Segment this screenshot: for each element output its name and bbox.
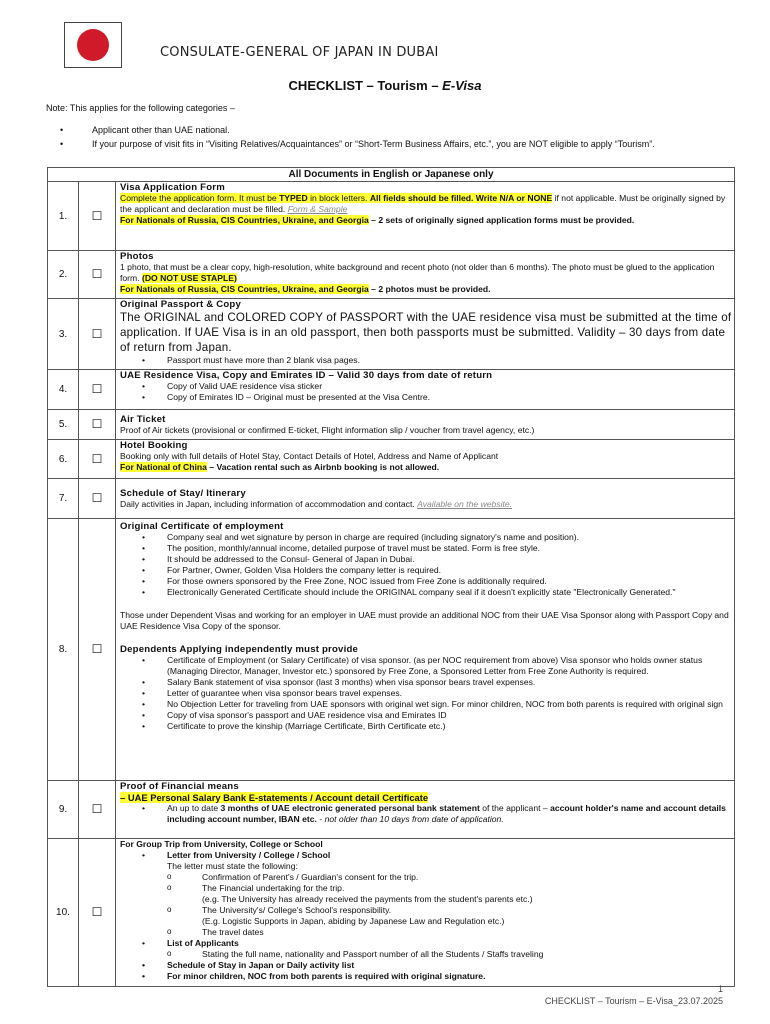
flag-sun (77, 29, 109, 61)
checkbox[interactable]: ☐ (79, 839, 116, 987)
table-row: 2. ☐ Photos 1 photo, that must be a clear copy, high-resolution, white background and recent photo (not older than 6 months). The photo must be glued to the application form. (DO NOT USE STAPLE) For Nationals of Russia, CIS Countries, Ukraine, and Georgia – 2 photos must be provided. (48, 251, 735, 299)
table-row: 5. ☐ Air Ticket Proof of Air tickets (provisional or confirmed E-ticket, Flight information slip / voucher from travel agency, etc.) (48, 410, 735, 440)
form-sample-link[interactable]: Form & Sample (287, 204, 348, 214)
checklist-table (47, 167, 735, 987)
checkbox[interactable]: ☐ (79, 370, 116, 410)
note: Note: This applies for the following categories – (46, 103, 235, 113)
page-number: 1 (717, 984, 723, 994)
checkbox[interactable]: ☐ (79, 251, 116, 299)
list-item: • If your purpose of visit fits in “Visiting Relatives/Acquaintances” or “Short-Term Business Affairs, etc.”, you are NOT eligible to apply “Tourism”. (60, 138, 740, 150)
table-row: 9. ☐ Proof of Financial means – UAE Personal Salary Bank E-statements / Account detail Certificate • An up to date 3 months of UAE electronic generated personal bank statement of the applicant – account holder's name and account details including account number, IBAN etc. - not older than 10 days from date of application. (48, 781, 735, 839)
table-row: 6. ☐ Hotel Booking Booking only with full details of Hotel Stay, Contact Details of Hotel, Address and Name of Applicant For National of China – Vacation rental such as Airbnb booking is not allowed. (48, 440, 735, 479)
category-list (60, 124, 740, 152)
table-row: 4. ☐ UAE Residence Visa, Copy and Emirates ID – Valid 30 days from date of return • Copy of Valid UAE residence visa sticker • Copy of Emirates ID – Original must be presented at the Visa Centre. (48, 370, 735, 410)
table-row: 1. ☐ Visa Application Form Complete the application form. It must be TYPED in block letters. All fields should be filled. Write N/A or NONE if not applicable. Must be originally signed by the applicant and declaration must be filled. Form & Sample For Nationals of Russia, CIS Countries, Ukraine, and Georgia – 2 sets of originally signed application forms must be provided. (48, 182, 735, 251)
checkbox[interactable]: ☐ (79, 781, 116, 839)
website-link[interactable]: Available on the website. (417, 498, 513, 509)
checkbox[interactable]: ☐ (79, 410, 116, 440)
footer (545, 983, 723, 1007)
japan-flag (64, 22, 122, 68)
checkbox[interactable]: ☐ (79, 519, 116, 781)
checkbox[interactable]: ☐ (79, 440, 116, 479)
document-id: CHECKLIST – Tourism – E-Visa_23.07.2025 (544, 996, 723, 1006)
table-row: 10. ☐ For Group Trip from University, College or School • Letter from University / College / School The letter must state the following: o Confirmation of Parent's / Guardian's consent for the trip. o The Financial undertaking for the trip. (e.g. The University has already received the payments from the student's parents etc.) o The University's/ College's School's responsibility. (E.g. Logistic Supports in Japan, abiding by Japanese Law and Regulation etc.) o The travel dates • List of Applicants o Stating the full name, nationality and Passport number of all the Students / Staffs traveling • Schedule of Stay in Japan or Daily activity list • For minor children, NOC from both parents is required with original signature. (48, 839, 735, 987)
consulate-name: CONSULATE-GENERAL OF JAPAN IN DUBAI (160, 45, 439, 60)
checkbox[interactable]: ☐ (79, 299, 116, 370)
table-row: 7. ☐ Schedule of Stay/ Itinerary Daily activities in Japan, including information of accommodation and contact. Available on the website. (48, 479, 735, 519)
table-row: 3. ☐ Original Passport & Copy The ORIGINAL and COLORED COPY of PASSPORT with the UAE residence visa must be submitted at the time of application. If UAE Visa is in an old passport, then both passports must be submitted. Validity – 30 days from date of return from Japan. • Passport must have more than 2 blank visa pages. (48, 299, 735, 370)
page-title: CHECKLIST – Tourism – E-Visa (288, 78, 482, 93)
checkbox[interactable]: ☐ (79, 182, 116, 251)
checkbox[interactable]: ☐ (79, 479, 116, 519)
table-header: All Documents in English or Japanese only (48, 168, 735, 182)
list-item: • Applicant other than UAE national. (60, 124, 740, 136)
table-row: 8. ☐ Original Certificate of employment • Company seal and wet signature by person in charge are required (including signatory's name and position). • The position, monthly/annual income, detailed purpose of travel must be stated. Form is free style. • It should be addressed to the Consul- General of Japan in Dubai. • For Partner, Owner, Golden Visa Holders the company letter is required. • For those owners sponsored by the Free Zone, NOC issued from Free Zone is additionally required. • Electronically Generated Certificate should include the ORIGINAL company seal if it doesn't explicitly state "Electronically Generated." Those under Dependent Visas and working for an employer in UAE must provide an additional NOC from their UAE Visa Sponsor along with Passport Copy and UAE Residence Visa Copy of the sponsor. Dependents Applying independently must provide • Certificate of Employment (or Salary Certificate) of visa sponsor. (as per NOC requirement from above) Visa sponsor who holds owner status (Managing Director, Manager, Investor etc.) sponsored by Free Zone, a Sponsored Letter from Free Zone Authority is required. • Salary Bank statement of visa sponsor (last 3 months) when visa sponsor bears travel expenses. • Letter of guarantee when visa sponsor bears travel expenses. • No Objection Letter for traveling from UAE sponsors with original wet sign. For minor children, NOC from both parents is required with original sign • Copy of visa sponsor's passport and UAE residence visa and Emirates ID • Certificate to prove the kinship (Marriage Certificate, Birth Certificate etc.) (48, 519, 735, 781)
